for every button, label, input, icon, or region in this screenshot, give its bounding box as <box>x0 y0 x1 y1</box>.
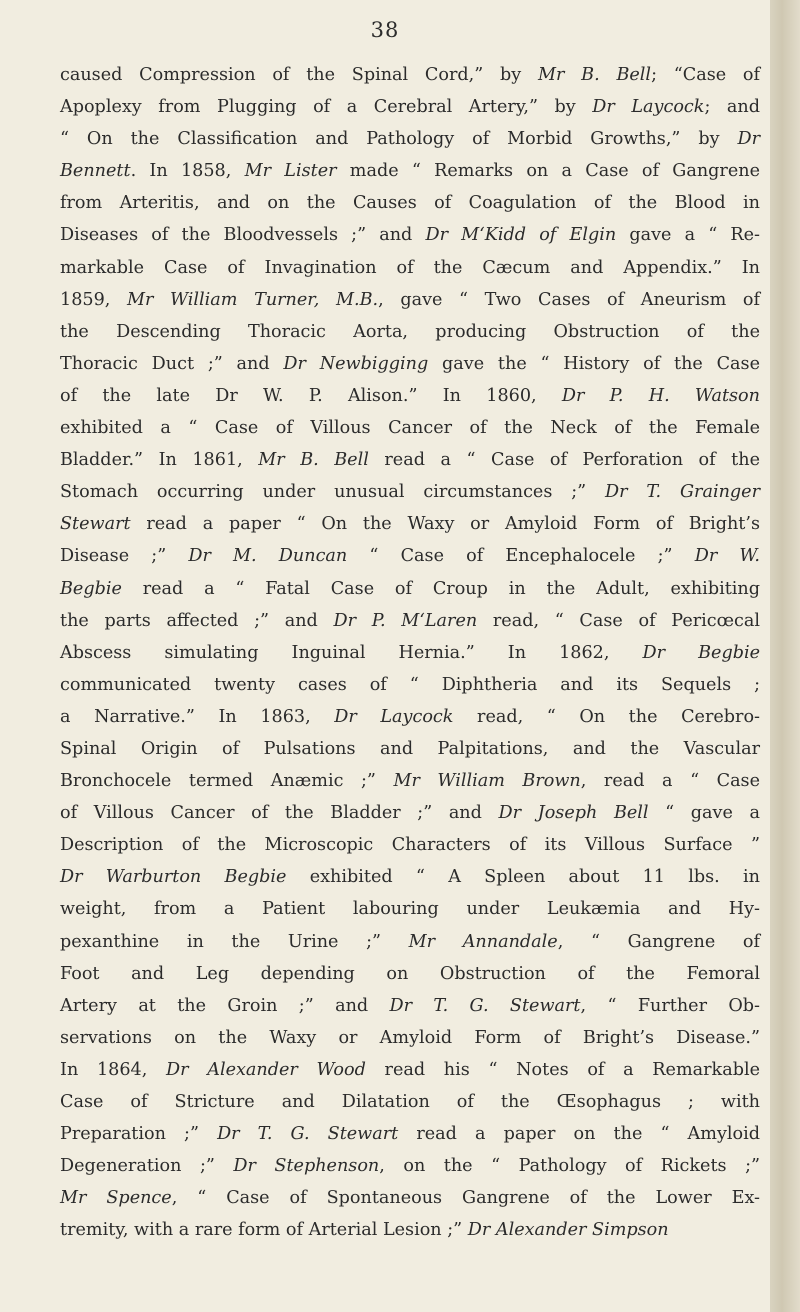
text-segment: the Descending Thoracic Aorta, producing Obstruction of the <box>60 321 760 342</box>
italic-name: Dr Alexander Simpson <box>467 1220 669 1241</box>
text-line <box>60 1182 760 1214</box>
text-segment: Foot and Leg depending on Obstruction of the Femoral <box>60 963 760 984</box>
text-segment: markable Case of Invagination of the Cæcum and Appendix.” In <box>60 257 760 278</box>
text-segment: “ On the Classification and Pathology of Morbid Growths,” by <box>60 129 738 150</box>
text-segment: read a paper “ On the Waxy or Amyloid Form of Bright’s <box>130 514 760 535</box>
page-number: 38 <box>370 18 400 42</box>
text-segment: Bronchocele termed Anæmic ;” <box>60 771 394 792</box>
text-segment: ; and <box>704 97 760 118</box>
text-segment: pexanthine in the Urine ;” <box>60 931 409 952</box>
text-segment: , on the “ Pathology of Rickets ;” <box>379 1156 760 1177</box>
text-line <box>60 252 760 284</box>
text-line <box>60 573 760 605</box>
text-segment: “ Case of Encephalocele ;” <box>347 546 695 567</box>
italic-name: Mr B. Bell <box>258 450 369 471</box>
text-segment: 1859, <box>60 289 127 310</box>
text-line <box>60 669 760 701</box>
italic-name: Dr Laycock <box>592 97 705 118</box>
text-line <box>60 958 760 990</box>
text-line <box>60 219 760 251</box>
text-segment: exhibited a “ Case of Villous Cancer of the Neck of the Female <box>60 418 760 439</box>
italic-name: Dr P. H. Watson <box>561 385 760 406</box>
text-line <box>60 155 760 187</box>
text-line <box>60 380 760 412</box>
text-segment: Thoracic Duct ;” and <box>60 353 284 374</box>
text-line <box>60 1214 760 1246</box>
text-line <box>60 605 760 637</box>
text-segment: from Arteritis, and on the Causes of Coagulation of the Blood in <box>60 193 760 214</box>
text-segment: , read a “ Case <box>580 771 761 792</box>
text-line <box>60 1118 760 1150</box>
text-segment: , “ Further Ob- <box>580 995 760 1016</box>
italic-name: Dr M‘Kidd of Elgin <box>425 225 617 246</box>
text-line <box>60 348 760 380</box>
text-segment: “ gave a <box>648 803 760 824</box>
text-line <box>60 1022 760 1054</box>
text-line <box>60 476 760 508</box>
italic-name: Mr William Turner, M.B. <box>126 289 379 310</box>
text-segment: tremity, with a rare form of Arterial Lesion ;” <box>60 1220 468 1241</box>
text-segment: the parts affected ;” and <box>60 610 334 631</box>
text-segment: gave the “ History of the Case <box>428 353 760 374</box>
text-segment: ; “Case of <box>651 65 761 85</box>
text-line <box>60 893 760 925</box>
italic-name: Dr <box>737 129 760 150</box>
text-segment: gave a “ Re- <box>616 225 760 246</box>
italic-name: Dr Alexander Wood <box>166 1059 366 1080</box>
italic-name: Dr Begbie <box>642 642 761 663</box>
text-segment: Abscess simulating Inguinal Hernia.” In 1862, <box>60 642 643 663</box>
text-line <box>60 990 760 1022</box>
body-text <box>60 59 760 1246</box>
text-segment: Apoplexy from Plugging of a Cerebral Artery,” by <box>60 97 593 118</box>
text-segment: communicated twenty cases of “ Diphtheria and its Sequels ; <box>60 674 760 695</box>
text-segment: a Narrative.” In 1863, <box>60 706 335 727</box>
text-line <box>60 123 760 155</box>
text-line <box>60 1054 760 1086</box>
italic-name: Dr Newbigging <box>283 353 429 374</box>
text-segment: Spinal Origin of Pulsations and Palpitations, and the Vascular <box>60 738 760 759</box>
text-segment: Artery at the Groin ;” and <box>60 995 390 1016</box>
text-line <box>60 316 760 348</box>
text-line <box>60 187 760 219</box>
italic-name: Dr T. Grainger <box>605 482 760 503</box>
text-segment: , “ Gangrene of <box>557 931 761 952</box>
text-line <box>60 284 760 316</box>
text-line <box>60 1086 760 1118</box>
page-edge <box>770 0 800 1312</box>
text-line <box>60 91 760 123</box>
text-line <box>60 765 760 797</box>
italic-name: Bennett <box>60 161 131 182</box>
italic-name: Mr Annandale <box>408 931 558 952</box>
text-segment: made “ Remarks on a Case of Gangrene <box>336 161 760 182</box>
text-segment: Bladder.” In 1861, <box>60 450 259 471</box>
italic-name: Dr W. <box>694 546 760 567</box>
text-segment: of the late Dr W. P. Alison.” In 1860, <box>60 385 562 406</box>
text-line <box>60 926 760 958</box>
italic-name: Dr Laycock <box>334 706 454 727</box>
text-segment: read a paper on the “ Amyloid <box>398 1124 760 1145</box>
italic-name: Dr Joseph Bell <box>498 803 649 824</box>
text-line <box>60 540 760 572</box>
italic-name: Dr P. M‘Laren <box>333 610 478 631</box>
text-segment: of Villous Cancer of the Bladder ;” and <box>60 803 499 824</box>
text-segment: In 1864, <box>60 1059 167 1080</box>
text-segment: read, “ On the Cerebro- <box>453 706 760 727</box>
text-line <box>60 829 760 861</box>
text-segment: , “ Case of Spontaneous Gangrene of the Lower Ex- <box>171 1188 760 1209</box>
text-segment: servations on the Waxy or Amyloid Form of Bright’s Disease.” <box>60 1027 760 1048</box>
italic-name: Dr Stephenson <box>233 1156 380 1177</box>
text-segment: Preparation ;” <box>60 1124 218 1145</box>
text-segment: Description of the Microscopic Characters of its Villous Surface ” <box>60 835 760 856</box>
text-segment: Degeneration ;” <box>60 1156 234 1177</box>
text-segment: Diseases of the Bloodvessels ;” and <box>60 225 426 246</box>
text-line <box>60 1150 760 1182</box>
text-segment: weight, from a Patient labouring under Leukæmia and Hy- <box>60 899 760 920</box>
italic-name: Mr Spence <box>60 1188 172 1209</box>
text-line <box>60 508 760 540</box>
italic-name: Mr William Brown <box>393 771 581 792</box>
text-line <box>60 444 760 476</box>
text-segment: read a “ Fatal Case of Croup in the Adult, exhibiting <box>121 578 760 599</box>
text-segment: Case of Stricture and Dilatation of the Œsophagus ; with <box>60 1092 760 1112</box>
italic-name: Stewart <box>60 514 131 535</box>
text-line <box>60 59 760 91</box>
italic-name: Dr M. Duncan <box>188 546 348 567</box>
italic-name: Dr Warburton Begbie <box>60 867 287 888</box>
text-segment: read his “ Notes of a Remarkable <box>365 1059 760 1080</box>
text-segment: caused Compression of the Spinal Cord,” by <box>60 65 538 85</box>
text-line <box>60 637 760 669</box>
italic-name: Mr B. Bell <box>537 65 652 85</box>
text-segment: , gave “ Two Cases of Aneurism of <box>378 289 760 310</box>
text-line <box>60 861 760 893</box>
text-line <box>60 412 760 444</box>
text-segment: . In 1858, <box>130 161 245 182</box>
italic-name: Begbie <box>60 578 122 599</box>
italic-name: Dr T. G. Stewart <box>217 1124 399 1145</box>
text-segment: exhibited “ A Spleen about 11 lbs. in <box>286 867 760 888</box>
text-line <box>60 701 760 733</box>
text-line <box>60 733 760 765</box>
text-line <box>60 797 760 829</box>
text-segment: read a “ Case of Perforation of the <box>368 450 760 471</box>
italic-name: Mr Lister <box>244 161 337 182</box>
text-segment: Disease ;” <box>60 546 189 567</box>
text-segment: Stomach occurring under unusual circumstances ;” <box>60 482 606 503</box>
text-segment: read, “ Case of Pericœcal <box>477 610 761 631</box>
italic-name: Dr T. G. Stewart <box>389 995 581 1016</box>
